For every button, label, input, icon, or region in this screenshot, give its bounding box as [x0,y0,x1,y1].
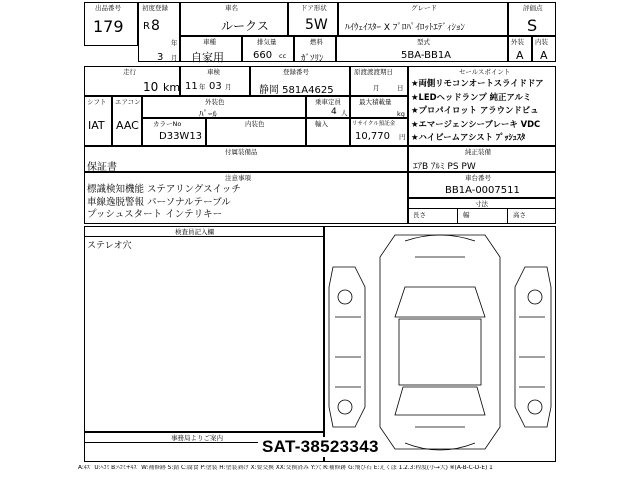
capacity-label: 乗車定員 [315,98,341,106]
era: R [143,21,150,32]
model-cell [336,36,508,62]
ac: AAC [116,119,139,132]
capacity-cell [306,96,350,118]
lot-number: 179 [93,17,124,36]
import-cell [306,118,350,146]
recycle-date-cell [350,66,408,96]
chassis-cell [408,172,556,198]
recycle-day-unit: 日 [397,84,404,92]
exterior-grade: A [516,49,524,62]
mileage-unit: km [163,81,181,94]
inspector-notes-cell [84,226,324,432]
vehicle-type: 自家用 [191,51,224,64]
exterior-color: ﾊﾟｰﾙ [199,110,218,120]
car-diagram-cell [324,226,556,462]
inspection-cell [180,66,250,96]
import-label: 輸入 [315,120,328,128]
ac-cell [112,96,142,146]
sales-points-label: セールスポイント [459,68,511,76]
recycle-month-unit: 月 [373,84,380,92]
exterior-color-cell [142,96,306,118]
max-load-label: 最大積載量 [359,98,392,106]
stock-code: SAT-38523343 [258,437,383,457]
mileage-cell [84,66,180,96]
exterior-grade-cell [508,36,532,62]
registration-number-label: 登録番号 [283,68,309,76]
capacity: 4 [331,107,337,117]
legend-footer: A:ｷｽﾞ U:ﾍｺﾐ B:ﾍｺﾐ+ｷｽﾞ W:補修跡 S:錆 C:腐食 P:塗装 H:塗装剥げ X:要交換 XX:交換済み Y:穴 R:補修跡 G:飛び石 E:えくぼ 1.2.3:程度(小→大) ※(A-B-C-D-E) 1 [78,465,493,471]
interior-grade-cell [532,36,556,62]
first-reg-year: 8 [151,18,160,34]
shift: IAT [88,119,105,132]
note-line: 標識検知機能 ステアリングスイッチ [87,184,241,195]
equipment-label: 純正装備 [465,148,491,156]
sales-point: ★LEDヘッドランプ 純正アルミ [411,91,532,102]
ac-label: エアコン [115,98,141,106]
displacement: 660 [253,50,273,61]
color-no: D33W13 [159,131,203,142]
car-name: ルークス [221,19,269,33]
sales-point: ★両側リモコンオートスライドドア [411,78,544,88]
interior-color-label: 内装色 [245,120,265,128]
registration-number-cell [250,66,350,96]
car-diagram [325,227,555,461]
lot-number-cell [84,2,138,46]
accessories-label: 付属装備品 [225,148,258,156]
chassis-label: 車台番号 [465,174,491,182]
dimensions-cell [408,198,556,224]
month-unit: 月 [171,54,178,62]
fuel: ｶﾞｿﾘﾝ [301,54,324,64]
displacement-unit: cc [279,52,287,60]
inspection-year: 11 [185,81,198,92]
inspection-month: 03 [209,81,222,92]
inspection-year-unit: 年 [199,83,206,91]
fuel-label: 燃料 [310,38,323,46]
notes-label: 注意事項 [225,174,251,182]
doors-label: ドア形状 [301,4,327,12]
mileage: 10 [143,80,159,94]
displacement-cell [242,36,294,62]
exterior-color-label: 外装色 [205,98,225,106]
capacity-unit: 人 [341,109,348,117]
displacement-label: 排気量 [257,38,277,46]
recycle-fee-unit: 円 [399,133,406,141]
chassis-number: BB1A-0007511 [445,185,520,196]
max-load-cell [350,96,408,118]
sales-point: ★プロパイロット アラウンドビュ [411,105,539,115]
sales-point: ★エマージェンシーブレーキ VDC [411,118,541,129]
score-label: 評価点 [523,4,543,12]
dimensions-label: 寸法 [475,200,488,208]
score: S [527,16,538,35]
notes-list [87,184,241,222]
lot-number-label: 出品番号 [95,4,121,12]
sales-points-cell [408,66,556,146]
note-line: 車線逸脱警報 パーソナルテーブル [87,196,231,208]
notes-cell [84,172,408,224]
inspection-month-unit: 月 [225,83,232,91]
equipment-cell [408,146,556,172]
shift-cell [84,96,112,146]
doors: 5W [305,17,328,33]
length-label: 長さ [413,211,426,219]
vehicle-type-label: 車種 [203,38,216,46]
first-reg-month: 3 [157,52,164,63]
first-registration-cell [138,2,180,62]
car-name-label: 車名 [225,4,238,12]
grade-label: グレード [411,4,437,12]
year-unit: 年 [171,39,178,47]
accessories: 保証書 [87,162,117,173]
recycle-date-label: 原渡渡渡期日 [354,68,393,76]
grade-cell [338,2,508,36]
recycle-fee: 10,770 [355,131,390,142]
mileage-label: 走行 [123,68,136,76]
max-load-unit: kg [397,110,405,118]
model-label: 型式 [417,38,430,46]
sales-points-list [411,77,544,145]
sales-point: ★ハイビームアシスト ﾌﾟｯｼｭｽﾀ [411,132,526,142]
width-label: 幅 [463,211,470,219]
shift-label: シフト [87,98,107,106]
model: 5BA-BB1A [401,50,452,61]
score-cell [508,2,556,36]
interior-grade: A [540,49,548,62]
height-label: 高さ [513,211,526,219]
vehicle-type-cell [180,36,242,62]
car-name-cell [180,2,288,36]
grade: ﾊｲｳｪｲｽﾀｰ X ﾌﾟﾛﾊﾟｲﾛｯﾄｴﾃﾞｨｼｮﾝ [345,23,465,33]
registration-number: 静岡 581A4625 [259,85,334,96]
color-no-cell [142,118,206,146]
inspector-notes-label: 検査員記入欄 [175,228,214,236]
exterior-grade-label: 外装 [511,38,524,46]
interior-color-cell [206,118,306,146]
first-registration-label: 初度登録 [142,4,168,12]
recycle-fee-label: リサイクル預託金 [352,121,396,127]
recycle-fee-cell [350,118,408,146]
fuel-cell [294,36,336,62]
interior-grade-label: 内装 [535,38,548,46]
inspector-notes-text: ステレオ穴 [87,241,132,251]
inspection-label: 車検 [207,68,220,76]
equipment: ｴｱB ｱﾙﾐ PS PW [413,162,476,172]
accessories-cell [84,146,408,172]
color-no-label: カラーNo [153,120,182,128]
note-line: プッシュスタート インテリキー [87,209,223,220]
office-notice-label: 事務局よりご案内 [171,434,223,442]
doors-cell [288,2,338,36]
